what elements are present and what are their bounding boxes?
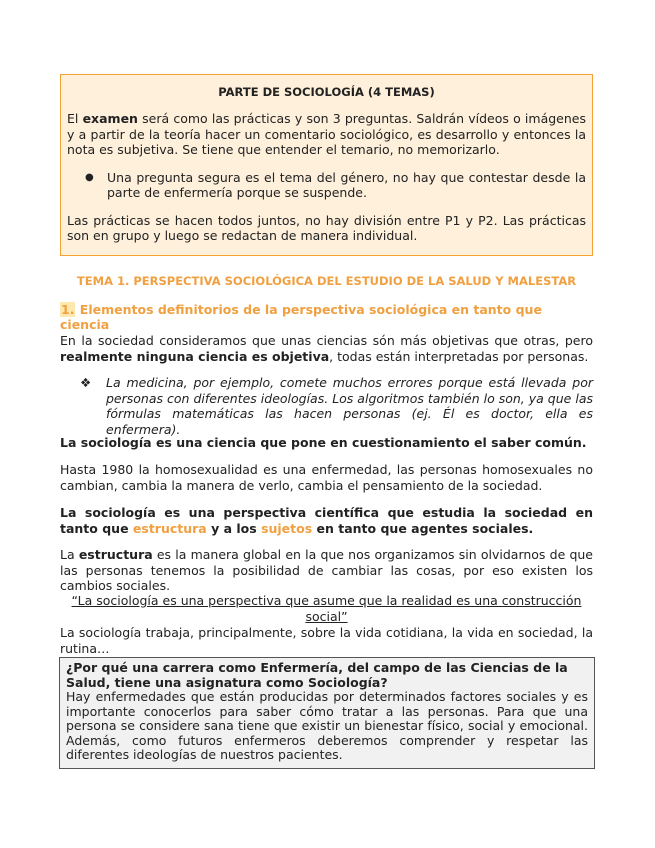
- sociology-definition: [60, 505, 593, 536]
- bullet-dot-icon: ●: [85, 171, 94, 183]
- objectivity-bold: realmente ninguna ciencia es objetiva: [60, 348, 330, 364]
- objectivity-paragraph: [60, 333, 593, 364]
- box-title: PARTE DE SOCIOLOGÍA (4 TEMAS): [218, 85, 435, 99]
- objectivity-text-post: , todas están interpretadas por personas.: [329, 348, 589, 364]
- nursing-question-box: [59, 657, 595, 769]
- bullet-text: Una pregunta segura es el tema del género, no hay que contestar desde la parte de enfermería porque se suspende.: [107, 169, 586, 200]
- exam-paragraph: [67, 111, 586, 158]
- exam-info-box: [60, 74, 593, 256]
- definition-part-c: y a los: [206, 520, 262, 536]
- exam-bold-word: examen: [82, 111, 138, 126]
- structure-text-pre: La: [60, 547, 79, 562]
- definition-part-a: La sociología es una perspectiva científica que estudia la sociedad en tanto que: [60, 505, 593, 536]
- diamond-bullet-icon: ❖: [80, 375, 92, 390]
- section-title: Elementos definitorios de la perspectiva sociológica en tanto que ciencia: [60, 302, 542, 332]
- sociology-quote: “La sociología es una perspectiva que asume que la realidad es una construcción social”: [71, 593, 582, 624]
- structure-text-post: es la manera global en la que nos organizamos sin olvidarnos de que las personas tenemos la posibilidad de cambiar las cosas, por eso existen los cambios sociales.: [60, 547, 593, 593]
- medicine-note-text: La medicina, por ejemplo, comete muchos errores porque está llevada por personas con diferentes ideologías. Los algoritmos también lo son, ya que las fórmulas matemáticas las hacen personas (ej. Él es doctor, ella es enfermera).: [106, 375, 593, 437]
- homosexuality-paragraph: Hasta 1980 la homosexualidad es una enfermedad, las personas homosexuales no cambian, cambia la manera de verlo, cambia el pensamiento de la sociedad.: [60, 462, 593, 493]
- medicine-note: [60, 375, 593, 437]
- box-question: ¿Por qué una carrera como Enfermería, del campo de las Ciencias de la Salud, tiene una asignatura como Sociología?: [66, 660, 568, 690]
- structure-paragraph: [60, 547, 593, 594]
- structure-bold-word: estructura: [78, 547, 153, 562]
- daily-life-paragraph: La sociología trabaja, principalmente, sobre la vida cotidiana, la vida en sociedad, la rutina…: [60, 625, 593, 656]
- definition-subjects-word: sujetos: [261, 520, 313, 536]
- box-answer: Hay enfermedades que están producidas por determinados factores sociales y es importante conocerlos para saber cómo tratar a las personas. Para que una persona se considere sana tiene que existir un bienestar físico, social y emocional. Además, como futuros enfermeros deberemos comprender y respetar las diferentes ideologías de nuestros pacientes.: [66, 689, 588, 762]
- practices-paragraph: Las prácticas se hacen todos juntos, no hay división entre P1 y P2. Las prácticas son en grupo y luego se redactan de manera individual.: [67, 212, 586, 243]
- bullet-item: [67, 170, 586, 201]
- exam-text-pre: El: [67, 111, 83, 126]
- definition-structure-word: estructura: [132, 520, 207, 536]
- section-heading: [60, 302, 593, 332]
- section-number: 1.: [61, 302, 75, 317]
- definition-part-e: en tanto que agentes sociales.: [312, 520, 534, 536]
- topic-title: TEMA 1. PERSPECTIVA SOCIOLÓGICA DEL ESTUDIO DE LA SALUD Y MALESTAR: [76, 274, 577, 288]
- exam-text-post: será como las prácticas y son 3 preguntas. Saldrán vídeos o imágenes y a partir de la teoría hacer un comentario sociológico, es desarrollo y entonces la nota es subjetiva. Se tiene que entender el temario, no memorizarlo.: [67, 111, 586, 157]
- objectivity-text-pre: En la sociedad consideramos que unas ciencias són más objetivas que otras, pero: [60, 333, 593, 348]
- common-knowledge-statement: La sociología es una ciencia que pone en cuestionamiento el saber común.: [60, 435, 587, 450]
